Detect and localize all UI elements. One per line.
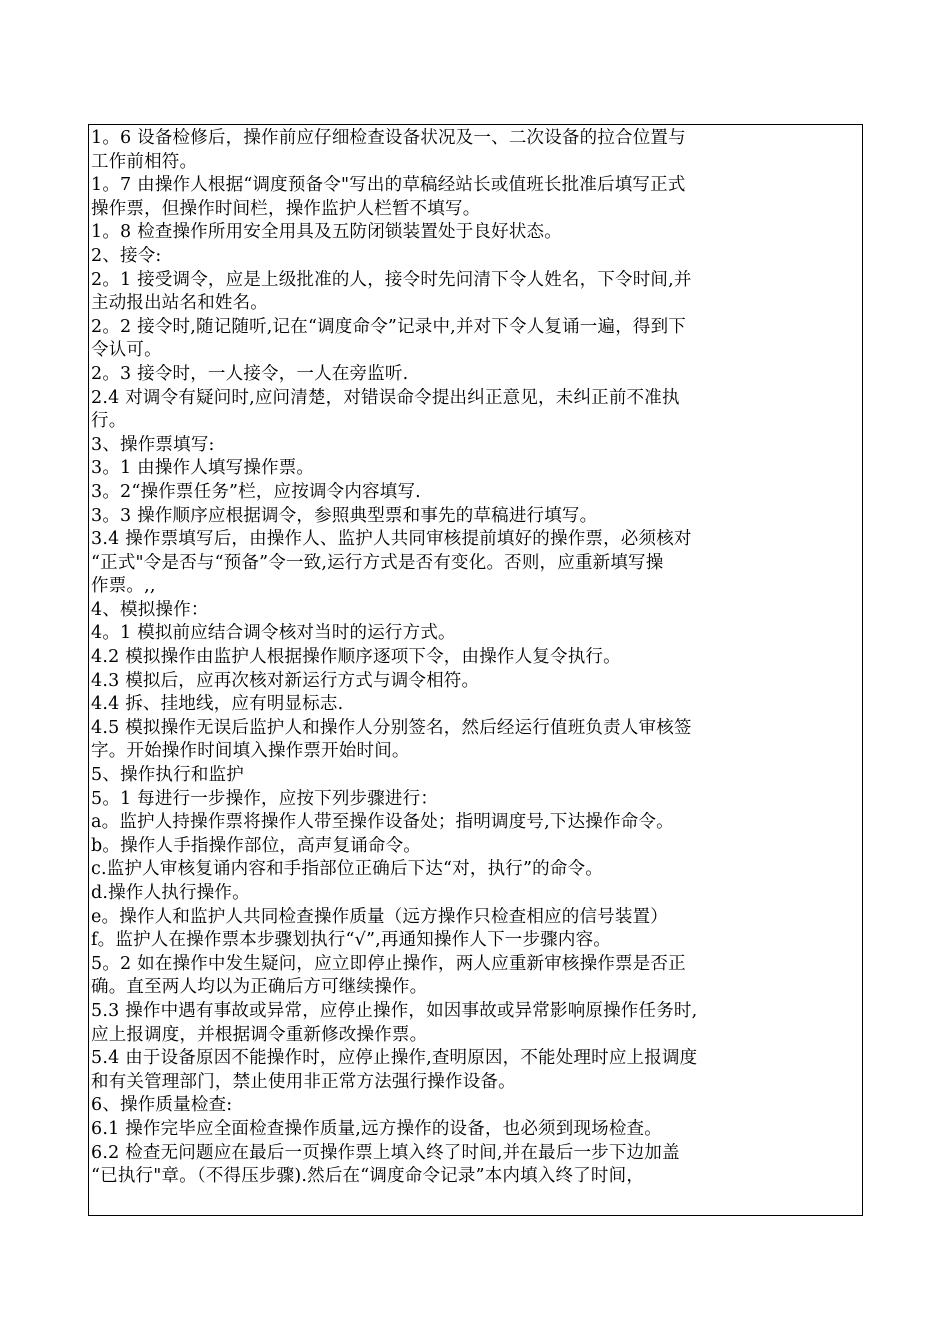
text-line: 2.4 对调令有疑问时,应问清楚，对错误命令提出纠正意见，未纠正前不准执	[91, 387, 680, 408]
text-line: c.监护人审核复诵内容和手指部位正确后下达“对，执行”的命令。	[91, 859, 603, 880]
text-line: 3。3 操作顺序应根据调令，参照典型票和事先的草稿进行填写。	[91, 505, 598, 526]
text-line: 3.4 操作票填写后，由操作人、监护人共同审核提前填好的操作票，必须核对	[91, 529, 692, 550]
text-line: 6.2 检查无问题应在最后一页操作票上填入终了时间,并在最后一步下边加盖	[91, 1142, 680, 1163]
text-line: 1。6 设备检修后，操作前应仔细检查设备状况及一、二次设备的拉合位置与	[91, 128, 686, 148]
text-line: 3。2“操作票任务”栏，应按调令内容填写.	[91, 481, 421, 502]
text-line: 主动报出站名和姓名。	[91, 293, 268, 314]
text-line: 3。1 由操作人填写操作票。	[91, 458, 315, 479]
text-line: 4。1 模拟前应结合调令核对当时的运行方式。	[91, 623, 456, 644]
document-body	[89, 125, 862, 1189]
text-line: 5.4 由于设备原因不能操作时，应停止操作,查明原因，不能处理时应上报调度	[91, 1048, 698, 1069]
text-line: 2。3 接令时，一人接令，一人在旁监听.	[91, 363, 409, 384]
text-line: 应上报调度，并根据调令重新修改操作票。	[91, 1024, 428, 1045]
text-line: 4.2 模拟操作由监护人根据操作顺序逐项下令，由操作人复令执行。	[91, 647, 621, 668]
text-line: 4.5 模拟操作无误后监护人和操作人分别签名，然后经运行值班负责人审核签	[91, 717, 692, 738]
text-line: 作票。,,	[91, 576, 156, 597]
text-line: a。监护人持操作票将操作人带至操作设备处；指明调度号,下达操作命令。	[91, 812, 674, 833]
text-line: 和有关管理部门，禁止使用非正常方法强行操作设备。	[91, 1071, 516, 1092]
text-line: 5。1 每进行一步操作，应按下列步骤进行：	[91, 788, 439, 809]
text-line: 1。8 检查操作所用安全用具及五防闭锁装置处于良好状态。	[91, 222, 562, 243]
text-line: 工作前相符。	[91, 151, 198, 172]
text-line: 确。直至两人均以为正确后方可继续操作。	[91, 977, 428, 998]
text-line: 5。2 如在操作中发生疑问，应立即停止操作，两人应重新审核操作票是否正	[91, 953, 686, 974]
document-table-cell	[88, 124, 863, 1216]
text-line: 4、模拟操作：	[91, 599, 209, 620]
text-line: 3、操作票填写:	[91, 434, 215, 455]
text-line: b。操作人手指操作部位，高声复诵命令。	[91, 835, 422, 856]
text-line: 4.4 拆、挂地线，应有明显标志.	[91, 694, 344, 715]
text-line: 6、操作质量检查:	[91, 1095, 233, 1116]
text-line: “正式"令是否与“预备”令一致,运行方式是否有变化。否则，应重新填写操	[91, 552, 664, 573]
text-line: “已执行"章。（不得压步骤).然后在“调度命令记录”本内填入终了时间，	[91, 1166, 645, 1187]
text-line: 行。	[91, 411, 127, 432]
text-line: 4.3 模拟后，应再次核对新运行方式与调令相符。	[91, 670, 480, 691]
text-line: 字。开始操作时间填入操作票开始时间。	[91, 741, 410, 762]
text-line: e。操作人和监护人共同检查操作质量（远方操作只检查相应的信号装置）	[91, 906, 668, 927]
text-line: 令认可。	[91, 340, 162, 361]
text-line: d.操作人执行操作。	[91, 883, 250, 903]
text-line: 2。2 接令时,随记随听,记在“调度命令”记录中,并对下令人复诵一遍，得到下	[91, 316, 687, 337]
text-line: 2。1 接受调令，应是上级批准的人，接令时先问清下令人姓名，下令时间,并	[91, 269, 692, 290]
text-line: 5.3 操作中遇有事故或异常，应停止操作，如因事故或异常影响原操作任务时,	[91, 1000, 698, 1021]
text-line: 1。7 由操作人根据“调度预备令"写出的草稿经站长或值班长批准后填写正式	[91, 175, 686, 196]
text-line: 5、操作执行和监护	[91, 765, 244, 786]
text-line: 2、接令:	[91, 245, 162, 266]
text-line: 操作票，但操作时间栏，操作监护人栏暂不填写。	[91, 198, 481, 219]
text-line: 6.1 操作完毕应全面检查操作质量,远方操作的设备，也必须到现场检查。	[91, 1118, 662, 1139]
text-line: f。监护人在操作票本步骤划执行“√”,再通知操作人下一步骤内容。	[91, 930, 611, 951]
